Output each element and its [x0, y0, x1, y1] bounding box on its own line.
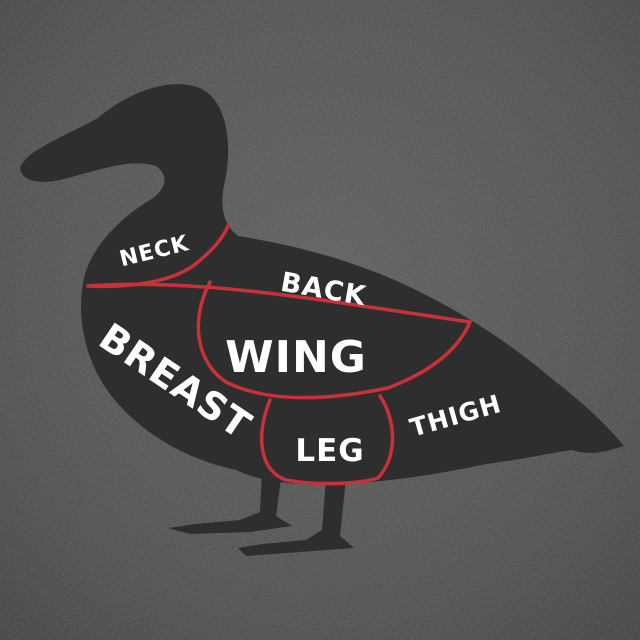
label-thigh: THIGH — [406, 388, 505, 443]
label-wing: WING — [225, 332, 367, 383]
label-neck: NECK — [117, 231, 192, 273]
label-back: BACK — [278, 266, 369, 313]
label-breast: BREAST — [91, 314, 260, 448]
label-leg: LEG — [295, 433, 365, 469]
